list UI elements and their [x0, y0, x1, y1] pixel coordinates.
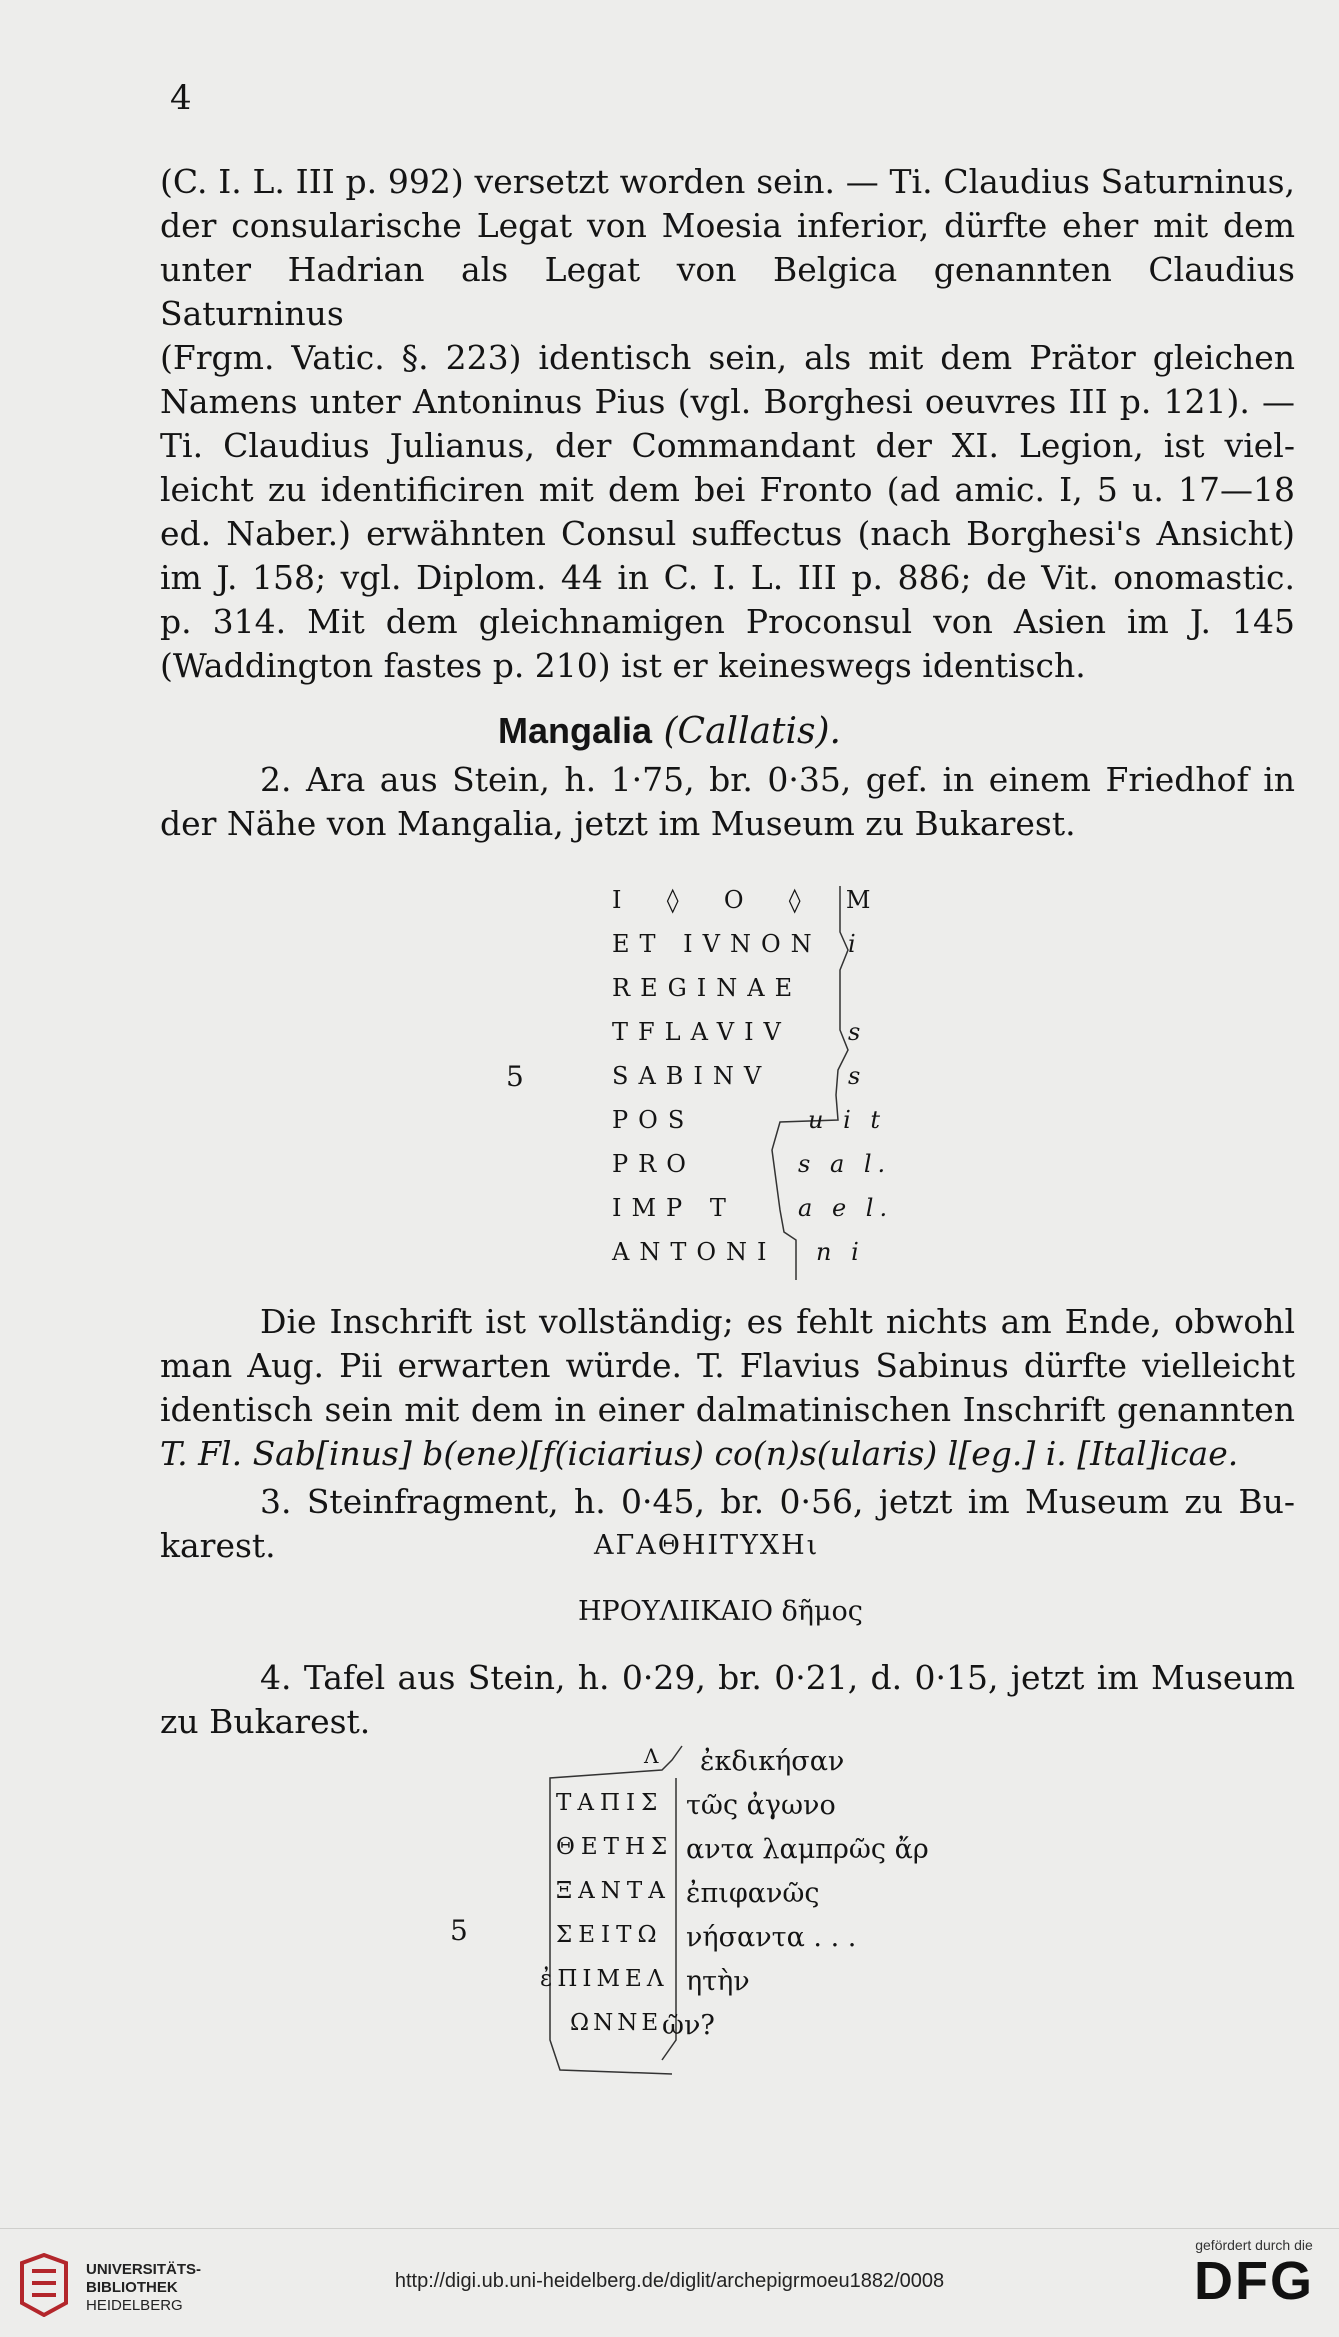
text-line: T. Fl. Sab[inus] b(ene)[f(iciarius) co(n)s(ularis) l[eg.] i. [Ital]icae. [160, 1434, 1239, 1473]
text-line: 2. Ara aus Stein, h. 1·75, br. 0·35, gef. in einem Friedhof in [260, 760, 1295, 799]
text-line: unter Hadrian als Legat von Belgica genannten Claudius Saturninus [160, 250, 1295, 333]
inscription-line: ET IVNON [612, 930, 822, 958]
text-line: der consularische Legat von Moesia inferior, dürfte eher mit dem [160, 206, 1295, 245]
tablet-right: τῶς ἀγωνο [686, 1790, 836, 1821]
funder-note: gefördert durch die [1195, 2237, 1313, 2253]
inscription-line: IMP T [612, 1194, 736, 1222]
tablet-right: αντα λαμπρῶς ἄρ [686, 1834, 929, 1865]
library-name-line: UNIVERSITÄTS- [86, 2261, 202, 2278]
tablet-left: Λ [644, 1744, 659, 1768]
footer-divider [0, 2228, 1339, 2229]
inscription-line: REGINAE [612, 974, 803, 1002]
line-number: 5 [450, 1914, 468, 1947]
greek-tablet-inscription [540, 1740, 960, 2080]
paragraph-1 [160, 160, 1295, 688]
inscription-restoration: a e l. [798, 1194, 894, 1222]
text-line: leicht zu identificiren mit dem bei Fronto (ad amic. I, 5 u. 17—18 [160, 470, 1295, 509]
text-line: der Nähe von Mangalia, jetzt im Museum zu Bukarest. [160, 804, 1076, 843]
inscription-restoration: i [848, 930, 862, 958]
source-url-link[interactable]: http://digi.ub.uni-heidelberg.de/diglit/archepigrmoeu1882/0008 [394, 2270, 945, 2292]
inscription-line: PRO [612, 1150, 696, 1178]
tablet-left: ΘΕΤΗΣ [556, 1834, 674, 1860]
line-number: 5 [506, 1060, 524, 1093]
text-line: Ti. Claudius Julianus, der Commandant der XI. Legion, ist viel- [160, 426, 1295, 465]
section-heading [0, 710, 1339, 752]
text-line: identisch sein mit dem in einer dalmatinischen Inschrift genannten [160, 1390, 1295, 1429]
text-line: (Waddington fastes p. 210) ist er keineswegs identisch. [160, 646, 1086, 685]
inscription-line: ANTONI [612, 1238, 777, 1266]
text-line: 3. Steinfragment, h. 0·45, br. 0·56, jetzt im Museum zu Bu- [260, 1482, 1295, 1521]
tablet-left: ΩΝΝΕ [570, 2010, 663, 2036]
inscription-restoration: s a l. [798, 1150, 892, 1178]
section-subtitle: (Callatis). [663, 711, 841, 752]
greek-inscription-line: ΑΓΑΘΗΙΤΥΧΗι [594, 1530, 820, 1561]
page-number: 4 [170, 78, 192, 118]
text-line: 4. Tafel aus Stein, h. 0·29, br. 0·21, d. 0·15, jetzt im Museum [260, 1658, 1295, 1697]
tablet-left: ἐΠΙΜΕΛ [540, 1966, 669, 1992]
tablet-right: ἐκδικήσαν [700, 1746, 845, 1777]
paragraph-2 [160, 1300, 1295, 1476]
tablet-left: ΣΕΙΤΩ [556, 1922, 663, 1948]
dfg-wordmark: DFG [1194, 2251, 1314, 2311]
text-line: Namens unter Antoninus Pius (vgl. Borghesi oeuvres III p. 121). — [160, 382, 1295, 421]
latin-inscription [600, 880, 900, 1280]
tablet-left: ΤΑΠΙΣ [556, 1790, 664, 1816]
greek-inscription-line: ΗΡΟΥΛΙΙΚΑΙΟ δῆμος [578, 1596, 863, 1627]
inscription-restoration: s [848, 1062, 867, 1090]
text-line: im J. 158; vgl. Diplom. 44 in C. I. L. III p. 886; de Vit. onomastic. [160, 558, 1295, 597]
tablet-right: ἐπιφανῶς [686, 1878, 820, 1909]
tablet-right: ητὴν [686, 1966, 750, 1997]
item-4 [160, 1656, 1295, 1744]
library-name-line: BIBLIOTHEK [86, 2279, 178, 2296]
text-line: p. 314. Mit dem gleichnamigen Proconsul von Asien im J. 145 [160, 602, 1295, 641]
tablet-left: ΞΑΝΤΑ [556, 1878, 671, 1904]
inscription-restoration: u i t [808, 1106, 887, 1134]
inscription-restoration: s [848, 1018, 867, 1046]
inscription-line: I ◊ O ◊ M [612, 886, 881, 914]
tablet-right: ῶν? [662, 2010, 715, 2041]
library-name-line: HEIDELBERG [86, 2297, 183, 2314]
text-line: Die Inschrift ist vollständig; es fehlt nichts am Ende, obwohl [260, 1302, 1295, 1341]
text-line: ed. Naber.) erwähnten Consul suffectus (nach Borghesi's Ansicht) [160, 514, 1295, 553]
inscription-line: TFLAVIV [612, 1018, 791, 1046]
inscription-line: POS [612, 1106, 695, 1134]
text-line: man Aug. Pii erwarten würde. T. Flavius Sabinus dürfte vielleicht [160, 1346, 1295, 1385]
inscription-line: SABINV [612, 1062, 772, 1090]
text-line: (Frgm. Vatic. §. 223) identisch sein, als mit dem Prätor gleichen [160, 338, 1295, 377]
item-2 [160, 758, 1295, 846]
funder-logo [1189, 2237, 1319, 2309]
tablet-right: νήσαντα . . . [686, 1922, 857, 1953]
text-line: karest. [160, 1526, 276, 1565]
text-line: (C. I. L. III p. 992) versetzt worden sein. — Ti. Claudius Saturninus, [160, 162, 1295, 201]
section-title: Mangalia [498, 710, 653, 751]
text-line: zu Bukarest. [160, 1702, 371, 1741]
inscription-restoration: n i [816, 1238, 865, 1266]
